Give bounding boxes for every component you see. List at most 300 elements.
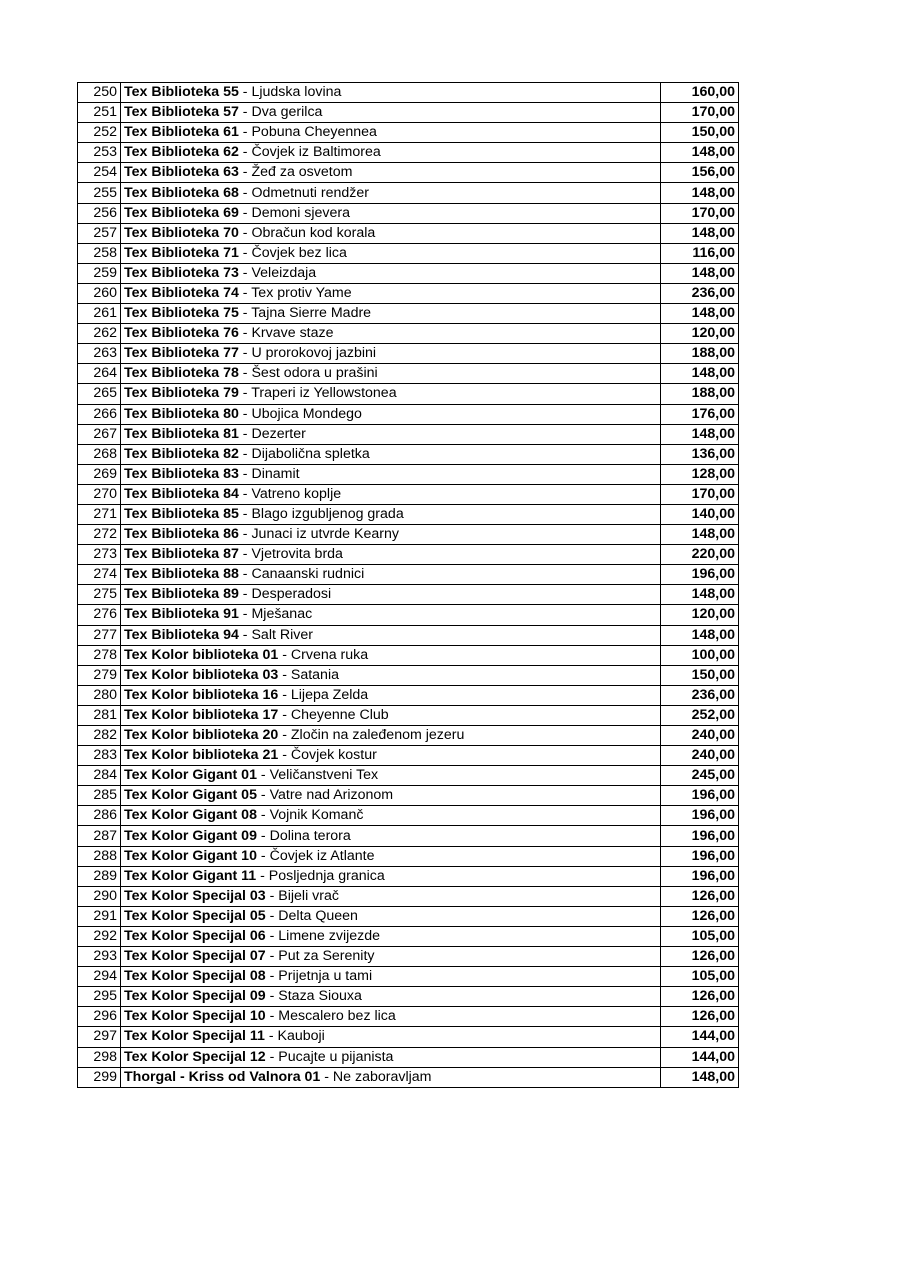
table-row [78,766,739,786]
episode-title: - Ne zaboravljam [320,1068,432,1085]
item-price: 148,00 [661,625,739,645]
row-number: 271 [78,504,121,524]
item-title [121,685,661,705]
item-title [121,464,661,484]
item-title [121,947,661,967]
item-price: 105,00 [661,926,739,946]
row-number: 261 [78,304,121,324]
table-row [78,685,739,705]
row-number: 256 [78,203,121,223]
row-number: 254 [78,163,121,183]
series-name: Tex Biblioteka 82 [124,445,239,462]
table-row [78,364,739,384]
episode-title: - Mescalero bez lica [265,1008,396,1025]
series-name: Tex Biblioteka 78 [124,365,239,382]
table-row [78,464,739,484]
table-row [78,1007,739,1027]
item-title [121,484,661,504]
item-price: 236,00 [661,283,739,303]
item-title [121,906,661,926]
series-name: Tex Kolor Specijal 10 [124,1008,266,1025]
item-price: 196,00 [661,846,739,866]
item-price: 196,00 [661,866,739,886]
row-number: 265 [78,384,121,404]
table-row [78,846,739,866]
row-number: 289 [78,866,121,886]
series-name: Tex Biblioteka 76 [124,325,239,342]
item-title [121,263,661,283]
series-name: Tex Biblioteka 84 [124,485,239,502]
table-row [78,665,739,685]
item-title [121,585,661,605]
item-price: 148,00 [661,143,739,163]
item-title [121,183,661,203]
item-title [121,967,661,987]
row-number: 296 [78,1007,121,1027]
item-title [121,504,661,524]
episode-title: - Staza Siouxa [265,988,362,1005]
series-name: Tex Kolor Gigant 11 [124,867,257,884]
series-name: Tex Biblioteka 62 [124,144,239,161]
item-price: 144,00 [661,1047,739,1067]
item-price: 148,00 [661,364,739,384]
episode-title: - Čovjek iz Baltimorea [238,144,381,161]
price-list-table [77,82,739,1088]
series-name: Thorgal - Kriss od Valnora 01 [124,1068,321,1085]
item-title [121,766,661,786]
row-number: 294 [78,967,121,987]
episode-title: - Demoni sjevera [238,204,351,221]
series-name: Tex Kolor Specijal 05 [124,907,266,924]
episode-title: - Posljednja granica [256,867,385,884]
series-name: Tex Kolor biblioteka 21 [124,747,279,764]
series-name: Tex Biblioteka 83 [124,465,239,482]
episode-title: - Zločin na zaleđenom jezeru [278,727,465,744]
item-price: 148,00 [661,1067,739,1087]
episode-title: - Junaci iz utvrde Kearny [238,526,399,543]
row-number: 273 [78,545,121,565]
item-title [121,625,661,645]
item-title [121,424,661,444]
item-price: 240,00 [661,726,739,746]
row-number: 251 [78,103,121,123]
row-number: 275 [78,585,121,605]
table-row [78,103,739,123]
item-price: 156,00 [661,163,739,183]
series-name: Tex Kolor biblioteka 17 [124,706,279,723]
table-row [78,786,739,806]
item-title [121,665,661,685]
row-number: 258 [78,243,121,263]
episode-title: - Tajna Sierre Madre [238,305,372,322]
series-name: Tex Kolor biblioteka 01 [124,646,279,663]
episode-title: - Put za Serenity [265,948,375,965]
row-number: 266 [78,404,121,424]
item-price: 148,00 [661,304,739,324]
table-row [78,123,739,143]
series-name: Tex Biblioteka 77 [124,345,239,362]
episode-title: - Dijabolična spletka [238,445,370,462]
item-price: 126,00 [661,987,739,1007]
table-row [78,223,739,243]
series-name: Tex Biblioteka 79 [124,385,239,402]
item-price: 188,00 [661,344,739,364]
series-name: Tex Biblioteka 75 [124,305,239,322]
item-price: 148,00 [661,263,739,283]
series-name: Tex Kolor Specijal 08 [124,968,266,985]
item-price: 105,00 [661,967,739,987]
row-number: 297 [78,1027,121,1047]
series-name: Tex Biblioteka 70 [124,224,239,241]
table-row [78,384,739,404]
series-name: Tex Biblioteka 89 [124,586,239,603]
item-title [121,1007,661,1027]
table-row [78,404,739,424]
series-name: Tex Kolor Specijal 09 [124,988,266,1005]
item-title [121,364,661,384]
item-price: 126,00 [661,1007,739,1027]
episode-title: - Vjetrovita brda [238,546,343,563]
episode-title: - Delta Queen [265,907,358,924]
item-title [121,786,661,806]
item-title [121,283,661,303]
item-price: 196,00 [661,826,739,846]
row-number: 291 [78,906,121,926]
item-title [121,605,661,625]
episode-title: - Čovjek kostur [278,747,377,764]
series-name: Tex Biblioteka 69 [124,204,239,221]
row-number: 262 [78,324,121,344]
table-row [78,424,739,444]
table-row [78,283,739,303]
table-row [78,987,739,1007]
row-number: 268 [78,444,121,464]
row-number: 288 [78,846,121,866]
episode-title: - Krvave staze [238,325,334,342]
item-price: 196,00 [661,565,739,585]
row-number: 269 [78,464,121,484]
series-name: Tex Biblioteka 85 [124,506,239,523]
item-price: 196,00 [661,786,739,806]
item-title [121,826,661,846]
item-price: 126,00 [661,886,739,906]
row-number: 290 [78,886,121,906]
episode-title: - Veličanstveni Tex [256,767,379,784]
item-title [121,525,661,545]
episode-title: - Dezerter [238,425,306,442]
series-name: Tex Kolor biblioteka 03 [124,666,279,683]
series-name: Tex Kolor Specijal 12 [124,1048,266,1065]
series-name: Tex Biblioteka 63 [124,164,239,181]
episode-title: - Čovjek iz Atlante [256,847,375,864]
row-number: 253 [78,143,121,163]
item-price: 126,00 [661,906,739,926]
item-title [121,344,661,364]
table-row [78,504,739,524]
series-name: Tex Biblioteka 91 [124,606,239,623]
series-name: Tex Kolor Specijal 06 [124,927,266,944]
series-name: Tex Biblioteka 81 [124,425,239,442]
table-row [78,967,739,987]
episode-title: - Obračun kod korala [238,224,376,241]
episode-title: - Kauboji [264,1028,325,1045]
episode-title: - Dolina terora [256,827,351,844]
table-row [78,83,739,103]
episode-title: - Lijepa Zelda [278,686,369,703]
item-title [121,143,661,163]
item-title [121,1067,661,1087]
row-number: 283 [78,746,121,766]
episode-title: - Ljudska lovina [238,84,342,101]
item-title [121,1047,661,1067]
table-row [78,1067,739,1087]
row-number: 250 [78,83,121,103]
item-title [121,866,661,886]
item-title [121,886,661,906]
series-name: Tex Biblioteka 57 [124,104,239,121]
row-number: 264 [78,364,121,384]
price-list-body [78,83,739,1088]
row-number: 257 [78,223,121,243]
table-row [78,886,739,906]
series-name: Tex Biblioteka 86 [124,526,239,543]
episode-title: - Vatreno koplje [238,485,342,502]
episode-title: - Crvena ruka [278,646,369,663]
row-number: 267 [78,424,121,444]
item-price: 148,00 [661,223,739,243]
row-number: 299 [78,1067,121,1087]
episode-title: - Bijeli vrač [265,887,339,904]
table-row [78,605,739,625]
table-row [78,645,739,665]
item-price: 140,00 [661,504,739,524]
row-number: 278 [78,645,121,665]
item-price: 120,00 [661,324,739,344]
episode-title: - U prorokovoj jazbini [238,345,377,362]
series-name: Tex Biblioteka 88 [124,566,239,583]
episode-title: - Ubojica Mondego [238,405,362,422]
table-row [78,263,739,283]
item-title [121,384,661,404]
item-title [121,726,661,746]
episode-title: - Traperi iz Yellowstonea [238,385,397,402]
table-row [78,344,739,364]
episode-title: - Blago izgubljenog grada [238,506,404,523]
item-title [121,304,661,324]
item-price: 170,00 [661,203,739,223]
item-price: 126,00 [661,947,739,967]
item-price: 245,00 [661,766,739,786]
item-title [121,243,661,263]
row-number: 298 [78,1047,121,1067]
table-row [78,926,739,946]
episode-title: - Mješanac [238,606,313,623]
row-number: 293 [78,947,121,967]
item-price: 196,00 [661,806,739,826]
item-title [121,223,661,243]
series-name: Tex Biblioteka 87 [124,546,239,563]
series-name: Tex Biblioteka 68 [124,184,239,201]
item-title [121,926,661,946]
item-title [121,324,661,344]
table-row [78,585,739,605]
table-row [78,1027,739,1047]
series-name: Tex Biblioteka 73 [124,264,239,281]
table-row [78,324,739,344]
series-name: Tex Kolor Gigant 08 [124,807,257,824]
episode-title: - Žeđ za osvetom [238,164,353,181]
table-row [78,565,739,585]
episode-title: - Limene zvijezde [265,927,381,944]
item-price: 136,00 [661,444,739,464]
item-price: 116,00 [661,243,739,263]
item-title [121,746,661,766]
series-name: Tex Biblioteka 71 [124,244,239,261]
item-price: 144,00 [661,1027,739,1047]
item-title [121,103,661,123]
item-price: 160,00 [661,83,739,103]
item-price: 188,00 [661,384,739,404]
item-title [121,404,661,424]
table-row [78,203,739,223]
row-number: 287 [78,826,121,846]
episode-title: - Dinamit [238,465,300,482]
item-title [121,806,661,826]
table-row [78,143,739,163]
item-title [121,83,661,103]
item-price: 236,00 [661,685,739,705]
table-row [78,826,739,846]
episode-title: - Desperadosi [238,586,332,603]
series-name: Tex Biblioteka 94 [124,626,239,643]
item-price: 148,00 [661,525,739,545]
table-row [78,705,739,725]
item-title [121,1027,661,1047]
item-price: 120,00 [661,605,739,625]
row-number: 259 [78,263,121,283]
table-row [78,525,739,545]
item-price: 150,00 [661,665,739,685]
item-price: 128,00 [661,464,739,484]
series-name: Tex Kolor biblioteka 20 [124,727,279,744]
episode-title: - Pobuna Cheyennea [238,124,377,141]
item-price: 148,00 [661,424,739,444]
item-title [121,705,661,725]
row-number: 272 [78,525,121,545]
row-number: 270 [78,484,121,504]
episode-title: - Prijetnja u tami [265,968,373,985]
table-row [78,183,739,203]
episode-title: - Salt River [238,626,313,643]
episode-title: - Dva gerilca [238,104,323,121]
item-price: 148,00 [661,585,739,605]
row-number: 295 [78,987,121,1007]
episode-title: - Cheyenne Club [278,706,389,723]
series-name: Tex Kolor Specijal 07 [124,948,266,965]
series-name: Tex Kolor Specijal 11 [124,1028,265,1045]
episode-title: - Šest odora u prašini [238,365,378,382]
series-name: Tex Biblioteka 74 [124,284,239,301]
row-number: 286 [78,806,121,826]
episode-title: - Veleizdaja [238,264,317,281]
row-number: 284 [78,766,121,786]
table-row [78,726,739,746]
item-title [121,987,661,1007]
series-name: Tex Biblioteka 55 [124,84,239,101]
series-name: Tex Kolor Gigant 10 [124,847,257,864]
table-row [78,866,739,886]
item-price: 148,00 [661,183,739,203]
item-price: 240,00 [661,746,739,766]
table-row [78,243,739,263]
row-number: 276 [78,605,121,625]
item-title [121,203,661,223]
row-number: 285 [78,786,121,806]
row-number: 279 [78,665,121,685]
table-row [78,1047,739,1067]
row-number: 277 [78,625,121,645]
row-number: 252 [78,123,121,143]
episode-title: - Odmetnuti rendžer [238,184,369,201]
item-price: 252,00 [661,705,739,725]
row-number: 255 [78,183,121,203]
item-price: 170,00 [661,103,739,123]
table-row [78,746,739,766]
item-title [121,163,661,183]
row-number: 281 [78,705,121,725]
item-price: 100,00 [661,645,739,665]
row-number: 274 [78,565,121,585]
series-name: Tex Kolor Gigant 01 [124,767,257,784]
item-price: 150,00 [661,123,739,143]
table-row [78,947,739,967]
series-name: Tex Kolor Gigant 05 [124,787,257,804]
item-title [121,545,661,565]
episode-title: - Pucajte u pijanista [265,1048,394,1065]
row-number: 280 [78,685,121,705]
episode-title: - Satania [278,666,339,683]
series-name: Tex Biblioteka 80 [124,405,239,422]
episode-title: - Vatre nad Arizonom [256,787,394,804]
episode-title: - Tex protiv Yame [238,284,352,301]
row-number: 282 [78,726,121,746]
table-row [78,444,739,464]
item-price: 220,00 [661,545,739,565]
episode-title: - Vojnik Komanč [256,807,364,824]
item-title [121,645,661,665]
series-name: Tex Kolor Gigant 09 [124,827,257,844]
table-row [78,625,739,645]
table-row [78,545,739,565]
episode-title: - Čovjek bez lica [238,244,347,261]
item-title [121,444,661,464]
table-row [78,163,739,183]
item-title [121,123,661,143]
table-row [78,304,739,324]
episode-title: - Canaanski rudnici [238,566,365,583]
series-name: Tex Biblioteka 61 [124,124,239,141]
row-number: 260 [78,283,121,303]
series-name: Tex Kolor biblioteka 16 [124,686,279,703]
item-title [121,846,661,866]
item-title [121,565,661,585]
table-row [78,484,739,504]
row-number: 263 [78,344,121,364]
table-row [78,806,739,826]
item-price: 176,00 [661,404,739,424]
table-row [78,906,739,926]
item-price: 170,00 [661,484,739,504]
